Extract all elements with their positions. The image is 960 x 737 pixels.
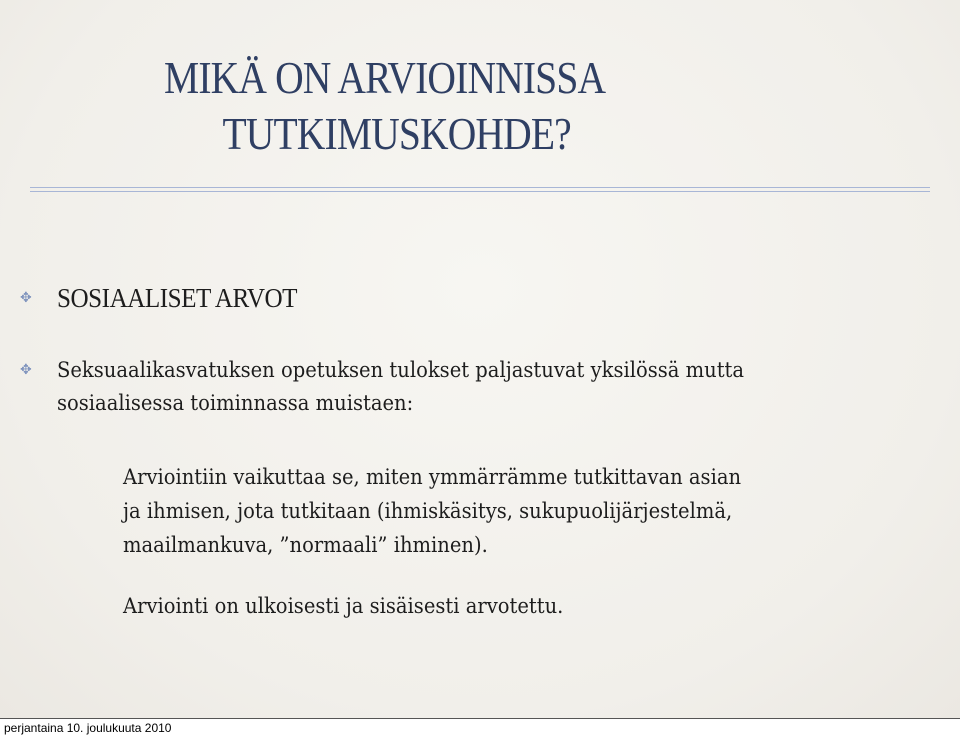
footer-date: perjantaina 10. joulukuuta 2010 — [4, 721, 172, 735]
title-line-1: MIKÄ ON ARVIOINNISSA — [164, 52, 606, 103]
bullet-sosiaaliset-arvot: SOSIAALISET ARVOT — [57, 283, 298, 313]
sub-paragraph-line-2: ja ihmisen, jota tutkitaan (ihmiskäsitys, sukupuolijärjestelmä, — [123, 499, 733, 523]
bullet-icon: ✥ — [20, 362, 32, 378]
sub-paragraph-line-1: Arviointiin vaikuttaa se, miten ymmärrämme tutkittavan asian — [123, 465, 742, 489]
bullet-seksuaalikasvatus: Seksuaalikasvatuksen opetuksen tulokset paljastuvat yksilössä mutta sosiaalisessa toiminnassa muistaen: — [57, 358, 745, 415]
sub-paragraph-1 — [123, 460, 886, 562]
title-line-2: TUTKIMUSKOHDE? — [222, 108, 571, 159]
sub-paragraph-2: Arviointi on ulkoisesti ja sisäisesti arvotettu. — [123, 594, 564, 618]
title-divider — [30, 187, 930, 192]
bullet-icon: ✥ — [20, 290, 32, 306]
sub-paragraph-line-3: maailmankuva, ”normaali” ihminen). — [123, 533, 488, 557]
footer-bar — [0, 718, 960, 737]
slide-title — [164, 50, 835, 162]
